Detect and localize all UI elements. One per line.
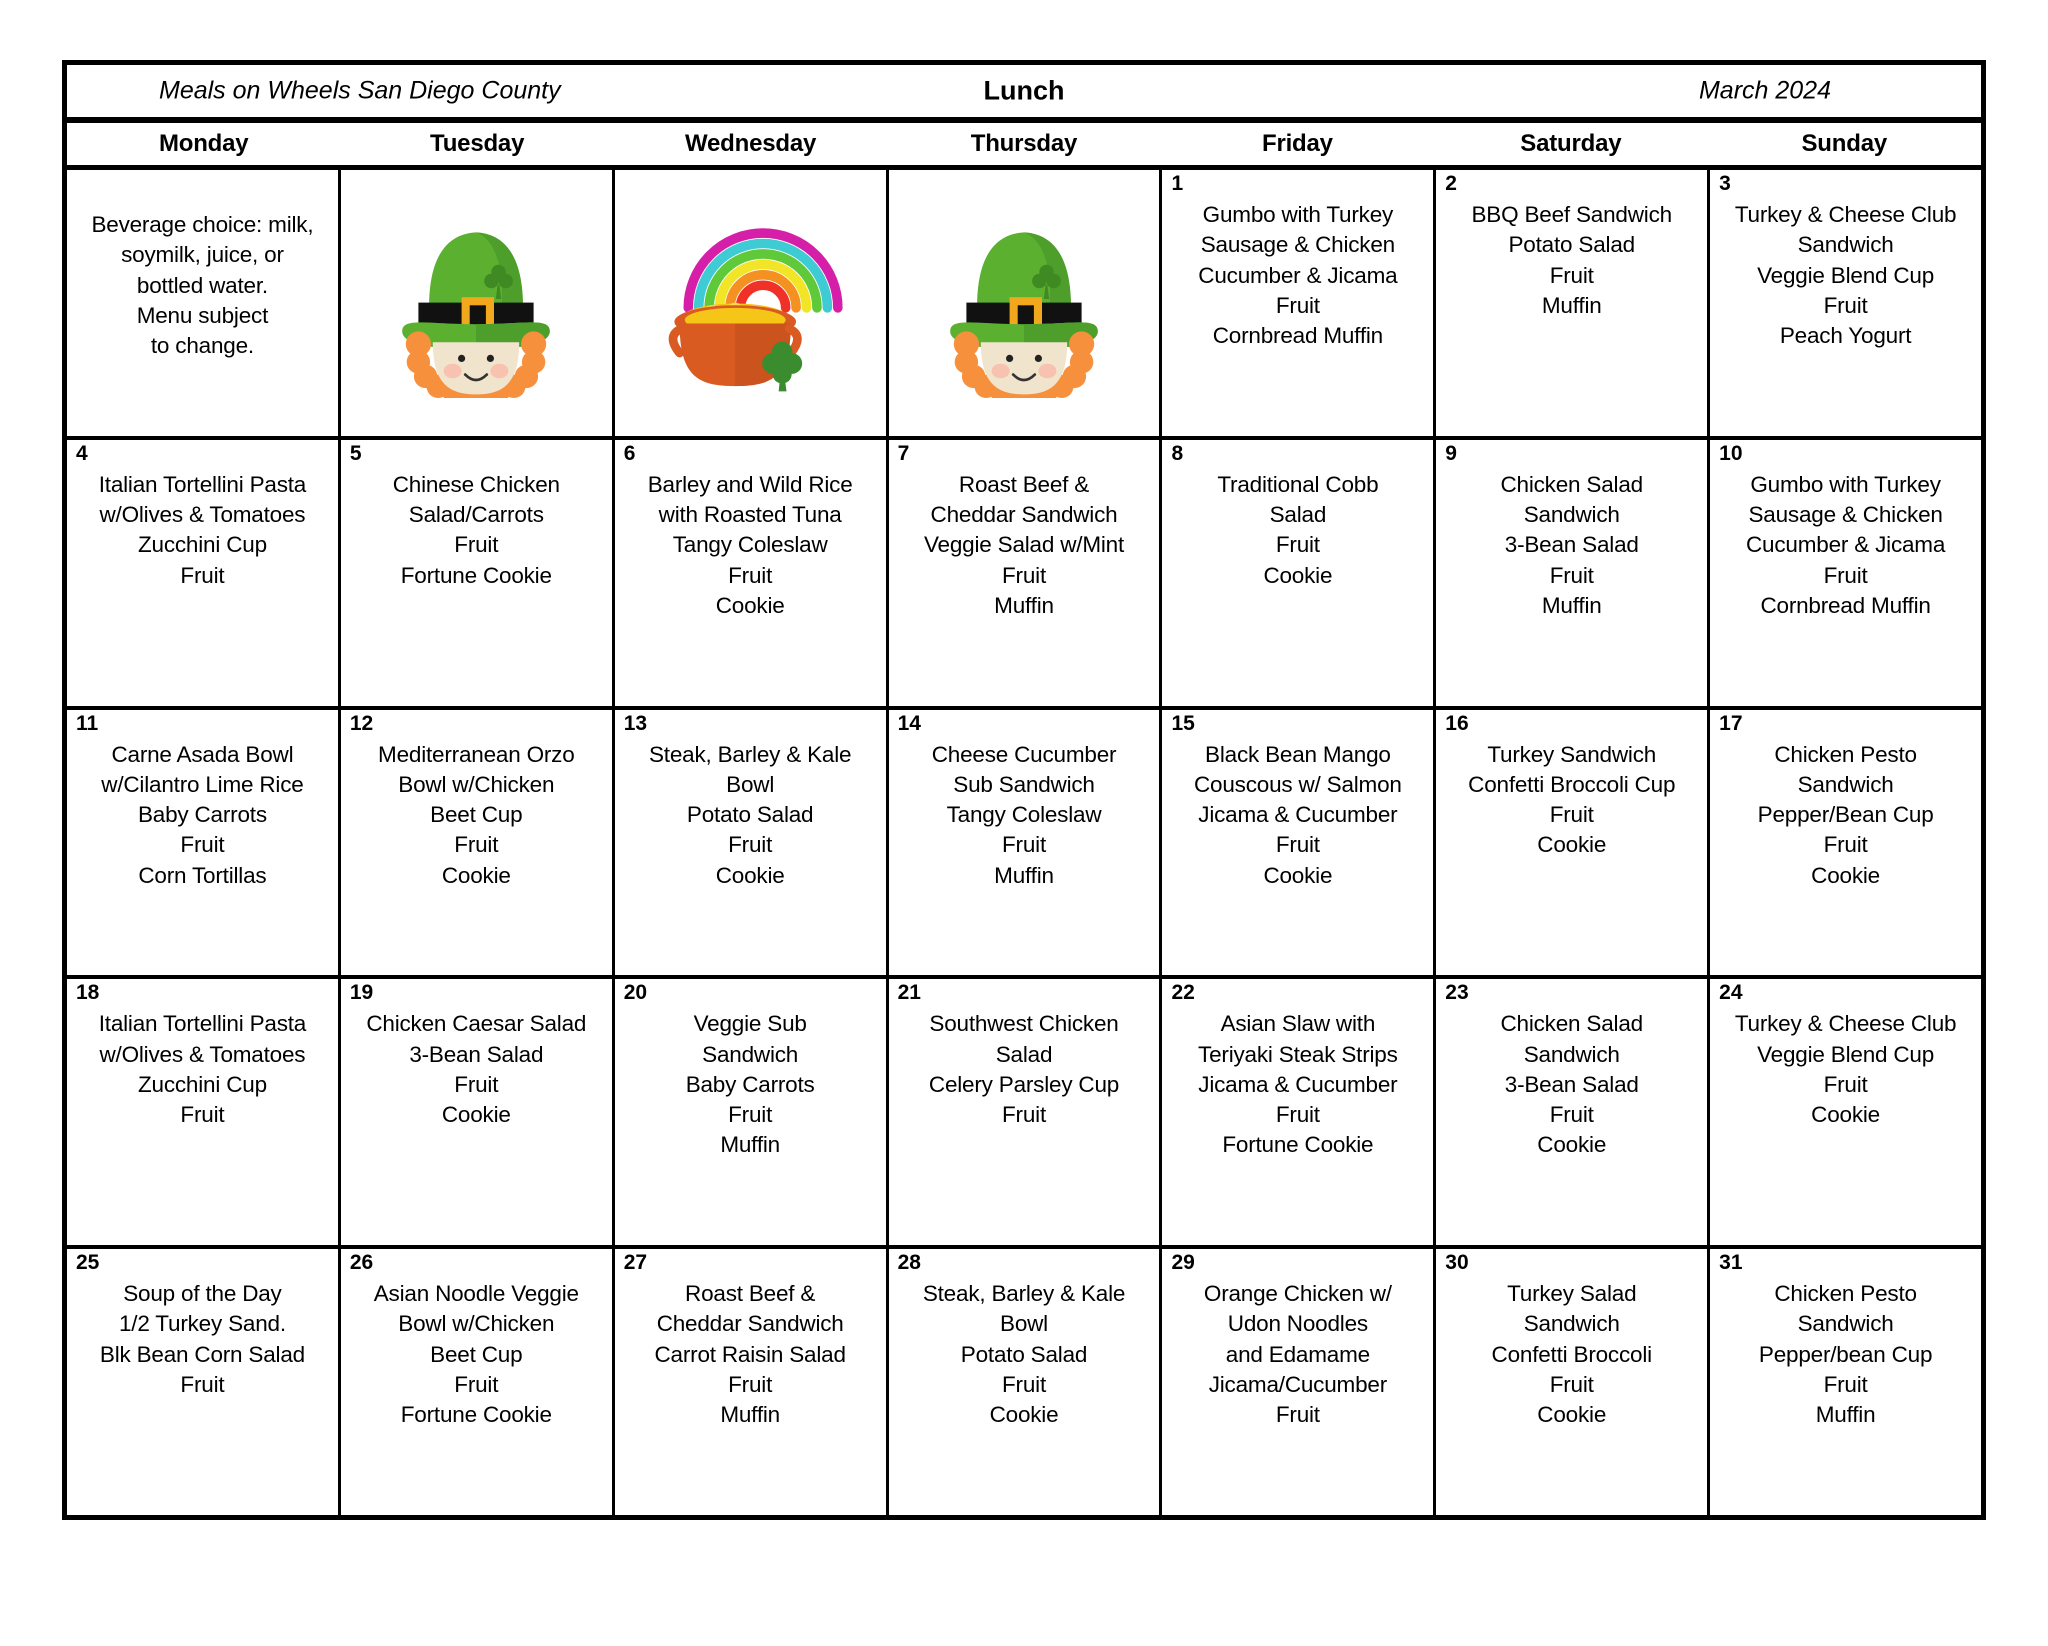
menu-item-list: [1713, 740, 1978, 891]
menu-item: Cookie: [715, 862, 785, 888]
pot-of-gold-art-cell: [615, 170, 889, 436]
menu-item: Fruit: [454, 1371, 499, 1397]
menu-item: Asian Slaw with: [1220, 1011, 1376, 1037]
menu-item: Fruit: [1549, 562, 1594, 588]
menu-item: Muffin: [1541, 592, 1602, 618]
menu-item: Chicken Salad: [1500, 471, 1643, 497]
note-line: to change.: [150, 333, 254, 358]
menu-item: Cookie: [1811, 1102, 1880, 1128]
menu-item-list: [344, 470, 609, 591]
calendar-day-cell[interactable]: [889, 710, 1163, 976]
menu-item-list: [1165, 200, 1430, 351]
menu-item: Fruit: [1823, 1071, 1868, 1097]
menu-item: Chicken Pesto: [1774, 741, 1917, 767]
menu-item: Potato Salad: [686, 802, 814, 828]
day-number: 15: [1171, 711, 1195, 735]
menu-item-list: [892, 740, 1157, 891]
weekday-header-saturday: Saturday: [1520, 130, 1622, 157]
calendar-day-cell[interactable]: [1436, 1249, 1710, 1515]
menu-item: Cheese Cucumber: [931, 741, 1117, 767]
calendar-week-row: [67, 440, 1981, 710]
calendar-day-cell[interactable]: [615, 979, 889, 1245]
day-number: 31: [1719, 1251, 1743, 1275]
day-number: 20: [623, 981, 648, 1005]
menu-item: Confetti Broccoli Cup: [1468, 771, 1676, 797]
menu-item: Fruit: [180, 562, 225, 588]
calendar-day-cell[interactable]: [889, 1249, 1163, 1515]
day-number: 14: [897, 711, 921, 735]
menu-item: Pepper/bean Cup: [1758, 1341, 1933, 1367]
day-number: 16: [1445, 711, 1469, 735]
calendar-title-bar: [67, 65, 1981, 123]
menu-item: Fortune Cookie: [1222, 1132, 1374, 1158]
menu-item: Bowl w/Chicken: [398, 1311, 555, 1337]
day-number: 2: [1445, 172, 1457, 195]
menu-item: Asian Noodle Veggie: [373, 1281, 579, 1307]
leprechaun-art-cell: [341, 170, 615, 436]
menu-item: Sub Sandwich: [953, 771, 1095, 797]
menu-item: w/Olives & Tomatoes: [99, 502, 306, 528]
menu-item: Italian Tortellini Pasta: [98, 1011, 307, 1037]
menu-item: Fruit: [1549, 802, 1594, 828]
day-number: 18: [76, 981, 100, 1005]
menu-item: Gumbo with Turkey: [1750, 471, 1941, 497]
calendar-day-cell[interactable]: [341, 710, 615, 976]
menu-item: Teriyaki Steak Strips: [1198, 1041, 1398, 1067]
menu-item: Cheddar Sandwich: [656, 1311, 844, 1337]
day-number: 23: [1445, 981, 1469, 1005]
menu-item: Roast Beef &: [958, 471, 1090, 497]
menu-item: Cookie: [441, 1102, 511, 1128]
menu-item: Fruit: [1549, 262, 1594, 288]
menu-item: Pepper/Bean Cup: [1757, 802, 1934, 828]
menu-item: and Edamame: [1225, 1341, 1370, 1367]
day-number: 6: [623, 441, 636, 465]
menu-item-list: [70, 1279, 335, 1400]
calendar-day-cell[interactable]: [1162, 710, 1436, 976]
menu-item-list: [892, 470, 1157, 621]
menu-item: Chicken Pesto: [1774, 1281, 1917, 1307]
day-number: 29: [1171, 1251, 1195, 1275]
calendar-day-cell[interactable]: [615, 440, 889, 706]
menu-item-list: [1713, 470, 1978, 621]
menu-item: Zucchini Cup: [137, 1071, 267, 1097]
menu-item: Sandwich: [1523, 1311, 1620, 1337]
menu-item: Cookie: [715, 592, 785, 618]
menu-item: Muffin: [720, 1402, 780, 1428]
day-number: 10: [1719, 441, 1743, 465]
menu-item: Beet Cup: [430, 802, 523, 828]
menu-item-list: [1165, 740, 1430, 891]
menu-item: Fruit: [728, 1102, 773, 1128]
menu-item: Couscous w/ Salmon: [1193, 771, 1402, 797]
weekday-header-tuesday: Tuesday: [430, 130, 525, 157]
menu-item-list: [1439, 740, 1704, 861]
menu-item: BBQ Beef Sandwich: [1471, 202, 1672, 227]
menu-item: Veggie Salad w/Mint: [923, 532, 1125, 558]
menu-item: Fortune Cookie: [400, 1402, 552, 1428]
menu-item-list: [1713, 1279, 1978, 1430]
calendar-day-cell[interactable]: [1710, 979, 1981, 1245]
menu-item: Tangy Coleslaw: [946, 802, 1102, 828]
calendar-week-row: [67, 979, 1981, 1249]
meal-type-title: Lunch: [983, 75, 1065, 106]
day-number: 7: [897, 441, 910, 465]
menu-item: Fruit: [1275, 1102, 1320, 1128]
day-number: 28: [897, 1251, 921, 1275]
menu-item: Muffin: [720, 1132, 780, 1158]
menu-item: Roast Beef &: [685, 1281, 816, 1307]
calendar-day-cell[interactable]: [1710, 170, 1981, 436]
menu-item: Fruit: [454, 1071, 499, 1097]
leprechaun-art-cell: [889, 170, 1163, 436]
menu-item: Salad: [995, 1041, 1053, 1067]
menu-item: Fruit: [1549, 1371, 1594, 1397]
menu-item: 3-Bean Salad: [1504, 1071, 1639, 1097]
menu-item: Fruit: [728, 562, 773, 588]
day-number: 21: [897, 981, 921, 1005]
menu-item: Beet Cup: [430, 1341, 523, 1367]
menu-item-list: [618, 1009, 883, 1160]
note-line: Beverage choice: milk,: [91, 212, 314, 237]
calendar-day-cell[interactable]: [889, 440, 1163, 706]
menu-item: Peach Yogurt: [1779, 323, 1912, 348]
day-number: 8: [1171, 441, 1184, 465]
menu-item: Sandwich: [1797, 771, 1894, 797]
menu-item: Fruit: [728, 1371, 773, 1397]
menu-item-list: [1439, 200, 1704, 321]
menu-item-list: [344, 1279, 609, 1430]
menu-item: Cookie: [1537, 1402, 1607, 1428]
menu-item: Salad/Carrots: [408, 502, 544, 528]
day-number: 19: [349, 981, 374, 1005]
menu-item: Sausage & Chicken: [1200, 232, 1395, 258]
calendar-week-row: [67, 1249, 1981, 1515]
menu-item: Fortune Cookie: [400, 562, 552, 588]
menu-item: Fruit: [454, 832, 499, 858]
menu-item: Fruit: [1275, 532, 1320, 558]
menu-item: w/Cilantro Lime Rice: [101, 771, 304, 797]
menu-item: Chinese Chicken: [392, 471, 560, 497]
organization-name: Meals on Wheels San Diego County: [159, 76, 561, 105]
menu-item: Udon Noodles: [1227, 1311, 1368, 1337]
calendar-day-cell[interactable]: [341, 979, 615, 1245]
day-number: 24: [1719, 981, 1743, 1005]
menu-item: Chicken Salad: [1500, 1011, 1643, 1037]
month-year-label: March 2024: [1698, 76, 1831, 105]
menu-item: Gumbo with Turkey: [1202, 202, 1394, 227]
menu-item: Muffin: [1541, 292, 1602, 318]
menu-item-list: [344, 740, 609, 891]
menu-item-list: [1439, 1279, 1704, 1430]
weekday-header-monday: Monday: [158, 130, 249, 157]
menu-item-list: [70, 1009, 335, 1130]
leprechaun-icon: [934, 209, 1114, 398]
menu-item: Bowl: [726, 771, 775, 797]
beverage-note-text: [70, 210, 335, 361]
calendar-day-cell[interactable]: [67, 1249, 341, 1515]
menu-item: 3-Bean Salad: [1504, 532, 1639, 558]
menu-item-list: [1439, 1009, 1704, 1160]
menu-item: Cucumber & Jicama: [1198, 262, 1398, 288]
menu-item: Bowl: [1000, 1311, 1048, 1337]
note-line: soymilk, juice, or: [121, 242, 284, 268]
menu-item: Tangy Coleslaw: [672, 532, 828, 558]
menu-item: Steak, Barley & Kale: [922, 1281, 1126, 1307]
menu-item: Fruit: [1002, 1102, 1047, 1128]
menu-item: Cookie: [1263, 562, 1333, 588]
menu-item: Fruit: [180, 1371, 225, 1397]
menu-item: Muffin: [994, 592, 1054, 618]
menu-item: Blk Bean Corn Salad: [99, 1341, 305, 1367]
menu-item: Cookie: [989, 1402, 1059, 1428]
menu-item: 1/2 Turkey Sand.: [118, 1311, 286, 1337]
calendar-day-cell[interactable]: [67, 979, 341, 1245]
menu-item: Fruit: [1823, 562, 1868, 588]
menu-item: Fruit: [180, 832, 225, 858]
calendar-day-cell[interactable]: [67, 710, 341, 976]
menu-item-list: [1713, 1009, 1978, 1130]
calendar-day-cell[interactable]: [1710, 1249, 1981, 1515]
weekday-header-wednesday: Wednesday: [684, 130, 817, 157]
menu-item-list: [1713, 200, 1978, 351]
note-line: bottled water.: [136, 272, 268, 298]
day-number: 17: [1719, 711, 1743, 735]
menu-item: Turkey Salad: [1507, 1281, 1637, 1307]
menu-item: Traditional Cobb: [1217, 471, 1379, 497]
beverage-note-cell: [67, 170, 341, 436]
day-number: 22: [1171, 981, 1195, 1005]
menu-item: Sausage & Chicken: [1748, 502, 1943, 528]
menu-item: Carrot Raisin Salad: [654, 1341, 846, 1367]
calendar-day-cell[interactable]: [1710, 710, 1981, 976]
day-number: 5: [349, 441, 362, 465]
calendar-day-cell[interactable]: [67, 440, 341, 706]
menu-item: w/Olives & Tomatoes: [99, 1041, 306, 1067]
pot-of-gold-rainbow-icon: [618, 174, 883, 433]
menu-item: Fruit: [1823, 292, 1868, 318]
day-number: 13: [623, 711, 648, 735]
menu-item: Steak, Barley & Kale: [648, 741, 852, 767]
menu-item: Celery Parsley Cup: [928, 1071, 1120, 1097]
menu-item: Fruit: [1823, 1371, 1868, 1397]
menu-item: Cookie: [1537, 1132, 1607, 1158]
menu-item: Cookie: [441, 862, 511, 888]
calendar-day-cell[interactable]: [1436, 979, 1710, 1245]
menu-item: Potato Salad: [960, 1341, 1088, 1367]
menu-item: Sandwich: [1797, 232, 1894, 258]
menu-item: Mediterranean Orzo: [378, 741, 575, 767]
menu-item: Turkey Sandwich: [1487, 741, 1657, 767]
menu-item-list: [344, 1009, 609, 1130]
menu-item: Italian Tortellini Pasta: [98, 471, 307, 497]
leprechaun-icon: [892, 174, 1157, 433]
menu-item: Baby Carrots: [685, 1071, 815, 1097]
menu-item: Corn Tortillas: [138, 862, 267, 888]
menu-item: Bowl w/Chicken: [398, 771, 555, 797]
menu-item: Cheddar Sandwich: [930, 502, 1118, 528]
calendar-day-cell[interactable]: [1710, 440, 1981, 706]
menu-item: Veggie Blend Cup: [1757, 262, 1935, 288]
day-number: 11: [76, 711, 99, 735]
menu-item-list: [1165, 1279, 1430, 1430]
calendar-week-row: [67, 710, 1981, 980]
menu-item: Sandwich: [702, 1041, 799, 1067]
calendar-weeks: [67, 170, 1981, 1515]
menu-item: Orange Chicken w/: [1203, 1281, 1392, 1307]
menu-item-list: [618, 740, 883, 891]
day-number: 3: [1719, 172, 1731, 195]
note-line: Menu subject: [136, 302, 269, 328]
pot-of-gold-rainbow-icon: [650, 212, 850, 395]
day-number: 27: [623, 1251, 648, 1275]
menu-item: Confetti Broccoli: [1491, 1341, 1652, 1367]
menu-item-list: [618, 470, 883, 621]
leprechaun-icon: [344, 174, 609, 433]
menu-item: Fruit: [728, 832, 773, 858]
menu-item: Barley and Wild Rice: [647, 471, 853, 497]
day-number: 9: [1445, 441, 1457, 465]
day-number: 26: [349, 1251, 374, 1275]
leprechaun-icon: [386, 209, 566, 398]
menu-item: Cookie: [1263, 862, 1333, 888]
menu-item-list: [70, 470, 335, 591]
menu-item: Cucumber & Jicama: [1746, 532, 1946, 558]
calendar-day-cell[interactable]: [615, 1249, 889, 1515]
calendar-day-cell[interactable]: [1436, 170, 1710, 436]
menu-item: Cornbread Muffin: [1760, 592, 1931, 618]
calendar-day-cell[interactable]: [341, 1249, 615, 1515]
menu-item: Soup of the Day: [123, 1281, 282, 1307]
menu-item: Fruit: [1002, 832, 1047, 858]
calendar-day-cell[interactable]: [1162, 1249, 1436, 1515]
weekday-header-friday: Friday: [1261, 130, 1333, 157]
menu-item: Cornbread Muffin: [1212, 323, 1383, 348]
weekday-header-thursday: Thursday: [970, 130, 1078, 157]
menu-item: Chicken Caesar Salad: [366, 1011, 587, 1037]
menu-item: Fruit: [1002, 1371, 1047, 1397]
calendar-day-cell[interactable]: [615, 710, 889, 976]
menu-item-list: [1439, 470, 1704, 621]
menu-item: Fruit: [180, 1102, 225, 1128]
calendar-day-cell[interactable]: [1162, 440, 1436, 706]
menu-item: Veggie Blend Cup: [1757, 1041, 1935, 1067]
calendar-day-cell[interactable]: [1436, 440, 1710, 706]
day-number: 25: [76, 1251, 100, 1275]
menu-item: Fruit: [1549, 1102, 1594, 1128]
menu-item: Cookie: [1811, 862, 1880, 888]
calendar-table: [62, 60, 1986, 1520]
day-number: 30: [1445, 1251, 1469, 1275]
menu-item-list: [618, 1279, 883, 1430]
menu-item: Jicama & Cucumber: [1198, 1071, 1398, 1097]
menu-item: Jicama & Cucumber: [1198, 802, 1398, 828]
calendar-day-cell[interactable]: [889, 979, 1163, 1245]
day-number: 1: [1171, 172, 1184, 195]
menu-item: Fruit: [1275, 1402, 1320, 1428]
menu-item: Potato Salad: [1508, 232, 1635, 258]
calendar-day-cell[interactable]: [1436, 710, 1710, 976]
menu-item: Sandwich: [1797, 1311, 1894, 1337]
menu-item: Cookie: [1537, 832, 1607, 858]
menu-item-list: [892, 1279, 1157, 1430]
menu-item-list: [1165, 470, 1430, 591]
menu-item: Fruit: [1275, 292, 1320, 318]
menu-item-list: [1165, 1009, 1430, 1160]
menu-item-list: [892, 1009, 1157, 1130]
day-number: 12: [349, 711, 374, 735]
day-number: 4: [76, 441, 88, 465]
calendar-day-cell[interactable]: [341, 440, 615, 706]
menu-item: Fruit: [1002, 562, 1047, 588]
menu-item: Zucchini Cup: [137, 532, 267, 558]
menu-item: Veggie Sub: [693, 1011, 807, 1037]
menu-item: Turkey & Cheese Club: [1734, 1011, 1957, 1037]
menu-item: Turkey & Cheese Club: [1734, 202, 1957, 227]
menu-item: Fruit: [454, 532, 499, 558]
calendar-day-cell[interactable]: [1162, 979, 1436, 1245]
menu-item: Fruit: [1823, 832, 1868, 858]
calendar-week-row: [67, 170, 1981, 440]
menu-item: Sandwich: [1523, 1041, 1620, 1067]
menu-item: Sandwich: [1523, 502, 1620, 528]
menu-item: Baby Carrots: [137, 802, 267, 828]
menu-item-list: [70, 740, 335, 891]
calendar-day-cell[interactable]: [1162, 170, 1436, 436]
menu-item: Southwest Chicken: [929, 1011, 1119, 1037]
menu-item: Jicama/Cucumber: [1208, 1371, 1388, 1397]
menu-item: with Roasted Tuna: [658, 502, 842, 528]
menu-item: Muffin: [994, 862, 1054, 888]
menu-item: Carne Asada Bowl: [111, 741, 294, 767]
weekday-header-sunday: Sunday: [1801, 130, 1887, 157]
weekday-header-row: [67, 123, 1981, 170]
menu-item: Fruit: [1275, 832, 1320, 858]
menu-item: Salad: [1269, 502, 1327, 528]
menu-item: Black Bean Mango: [1205, 741, 1391, 767]
menu-item: Muffin: [1815, 1402, 1876, 1428]
menu-item: 3-Bean Salad: [409, 1041, 544, 1067]
